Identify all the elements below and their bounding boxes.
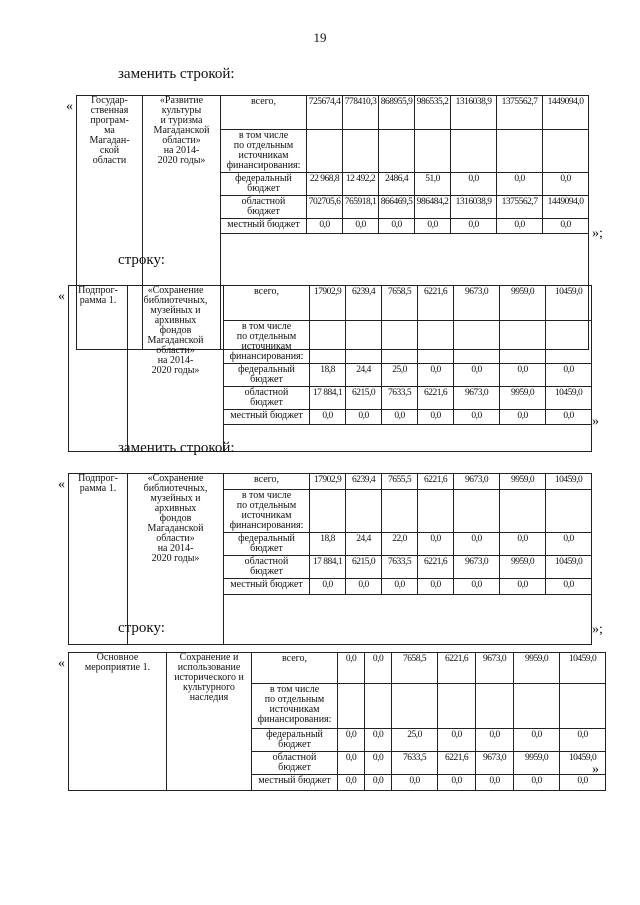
value-cell: 0,0: [346, 410, 382, 425]
value-cell: 7655,5: [382, 474, 418, 490]
funding-source-label: всего,: [221, 96, 307, 130]
program-name-cell: Государ- ственная програм- ма Магадан- ской области: [77, 96, 143, 350]
value-cell: 1449094,0: [543, 196, 589, 219]
value-cell: 0,0: [382, 410, 418, 425]
value-cell: 7633,5: [382, 556, 418, 579]
value-cell: [546, 490, 592, 533]
value-cell: 702705,6: [307, 196, 343, 219]
budget-table: [68, 652, 606, 791]
table-row: [69, 286, 592, 321]
funding-source-label: федеральный бюджет: [221, 173, 307, 196]
value-cell: 0,0: [365, 729, 392, 752]
value-cell: 10459,0: [546, 286, 592, 321]
value-cell: 0,0: [514, 775, 560, 791]
funding-source-label: федеральный бюджет: [224, 364, 310, 387]
value-cell: 0,0: [338, 752, 365, 775]
value-cell: [546, 321, 592, 364]
value-cell: 24,4: [346, 364, 382, 387]
funding-source-label: всего,: [224, 474, 310, 490]
value-cell: 6221,6: [418, 286, 454, 321]
program-name-cell: Подпрог- рамма 1.: [69, 286, 128, 452]
section-heading: заменить строкой:: [118, 66, 235, 82]
value-cell: [476, 684, 514, 729]
value-cell: [338, 684, 365, 729]
value-cell: 6221,6: [438, 752, 476, 775]
value-cell: [543, 130, 589, 173]
table-row: [69, 474, 592, 490]
value-cell: 0,0: [418, 533, 454, 556]
section-heading: заменить строкой:: [118, 440, 235, 456]
value-cell: 0,0: [365, 653, 392, 684]
value-cell: 0,0: [418, 410, 454, 425]
empty-cell: [224, 595, 592, 645]
value-cell: 868955,9: [379, 96, 415, 130]
value-cell: 6215,0: [346, 387, 382, 410]
value-cell: 0,0: [438, 729, 476, 752]
value-cell: [418, 490, 454, 533]
value-cell: 10459,0: [546, 387, 592, 410]
value-cell: 9959,0: [500, 556, 546, 579]
funding-source-label: областной бюджет: [252, 752, 338, 775]
value-cell: 9959,0: [500, 387, 546, 410]
value-cell: 1316038,9: [451, 96, 497, 130]
value-cell: 0,0: [546, 410, 592, 425]
value-cell: 0,0: [418, 579, 454, 595]
close-quote: »;: [592, 226, 603, 241]
value-cell: 18,8: [310, 533, 346, 556]
value-cell: 0,0: [343, 219, 379, 234]
value-cell: [346, 490, 382, 533]
funding-source-label: всего,: [224, 286, 310, 321]
value-cell: 17 884,1: [310, 556, 346, 579]
value-cell: 9673,0: [454, 387, 500, 410]
close-quote: »;: [592, 622, 603, 637]
value-cell: 986484,2: [415, 196, 451, 219]
value-cell: 0,0: [338, 653, 365, 684]
value-cell: 7633,5: [392, 752, 438, 775]
program-title-cell: «Развитие культуры и туризма Магаданской области» на 2014- 2020 годы»: [143, 96, 221, 350]
value-cell: [500, 321, 546, 364]
value-cell: 25,0: [392, 729, 438, 752]
value-cell: 0,0: [382, 579, 418, 595]
value-cell: 0,0: [338, 729, 365, 752]
value-cell: 51,0: [415, 173, 451, 196]
value-cell: 9959,0: [514, 653, 560, 684]
value-cell: 9673,0: [476, 653, 514, 684]
value-cell: [379, 130, 415, 173]
value-cell: 6239,4: [346, 286, 382, 321]
value-cell: 0,0: [415, 219, 451, 234]
value-cell: 0,0: [310, 579, 346, 595]
program-title-cell: «Сохранение библиотечных, музейных и архивных фондов Магаданской области» на 2014- 2020 годы»: [128, 286, 224, 452]
value-cell: 986535,2: [415, 96, 451, 130]
value-cell: [307, 130, 343, 173]
program-name-cell: Подпрог- рамма 1.: [69, 474, 128, 645]
value-cell: 6221,6: [418, 474, 454, 490]
value-cell: 0,0: [379, 219, 415, 234]
value-cell: 9673,0: [476, 752, 514, 775]
value-cell: 0,0: [307, 219, 343, 234]
value-cell: 0,0: [454, 533, 500, 556]
value-cell: 0,0: [365, 775, 392, 791]
value-cell: [560, 684, 606, 729]
close-quote: »: [592, 414, 599, 429]
value-cell: 866469,5: [379, 196, 415, 219]
section-heading: строку:: [118, 620, 165, 636]
value-cell: 0,0: [500, 364, 546, 387]
open-quote: «: [66, 99, 73, 114]
value-cell: [392, 684, 438, 729]
value-cell: [500, 490, 546, 533]
funding-source-label: местный бюджет: [252, 775, 338, 791]
value-cell: 12 492,2: [343, 173, 379, 196]
value-cell: 0,0: [476, 729, 514, 752]
value-cell: [454, 490, 500, 533]
funding-source-label: областной бюджет: [221, 196, 307, 219]
value-cell: 0,0: [451, 219, 497, 234]
value-cell: 24,4: [346, 533, 382, 556]
value-cell: 0,0: [454, 364, 500, 387]
value-cell: [451, 130, 497, 173]
value-cell: [497, 130, 543, 173]
section-heading: строку:: [118, 252, 165, 268]
program-title-cell: «Сохранение библиотечных, музейных и архивных фондов Магаданской области» на 2014- 2020 годы»: [128, 474, 224, 645]
value-cell: 22 968,8: [307, 173, 343, 196]
funding-source-label: местный бюджет: [224, 579, 310, 595]
value-cell: 0,0: [438, 775, 476, 791]
value-cell: [310, 490, 346, 533]
value-cell: 18,8: [310, 364, 346, 387]
value-cell: 9959,0: [500, 286, 546, 321]
open-quote: «: [58, 656, 65, 671]
value-cell: 9959,0: [500, 474, 546, 490]
value-cell: [514, 684, 560, 729]
value-cell: 6221,6: [418, 387, 454, 410]
value-cell: 0,0: [418, 364, 454, 387]
value-cell: 0,0: [310, 410, 346, 425]
value-cell: 0,0: [497, 173, 543, 196]
value-cell: 0,0: [500, 533, 546, 556]
funding-source-label: федеральный бюджет: [252, 729, 338, 752]
value-cell: 0,0: [500, 579, 546, 595]
value-cell: 0,0: [546, 579, 592, 595]
value-cell: 9673,0: [454, 556, 500, 579]
value-cell: 7633,5: [382, 387, 418, 410]
value-cell: 0,0: [346, 579, 382, 595]
page-number: 19: [313, 30, 327, 45]
value-cell: 6221,6: [438, 653, 476, 684]
value-cell: 0,0: [543, 219, 589, 234]
value-cell: [365, 684, 392, 729]
value-cell: 0,0: [476, 775, 514, 791]
value-cell: [382, 490, 418, 533]
program-title-cell: Сохранение и использование исторического и культурного наследия: [167, 653, 252, 791]
value-cell: 0,0: [560, 729, 606, 752]
funding-source-label: в том числе по отдельным источникам финансирования:: [221, 130, 307, 173]
value-cell: 1316038,9: [451, 196, 497, 219]
value-cell: 22,0: [382, 533, 418, 556]
table-row: [69, 653, 606, 684]
value-cell: 1375562,7: [497, 96, 543, 130]
value-cell: 6221,6: [418, 556, 454, 579]
value-cell: 0,0: [365, 752, 392, 775]
value-cell: [310, 321, 346, 364]
value-cell: 0,0: [546, 533, 592, 556]
value-cell: 0,0: [392, 775, 438, 791]
value-cell: [382, 321, 418, 364]
open-quote: «: [58, 289, 65, 304]
value-cell: 1449094,0: [543, 96, 589, 130]
value-cell: 10459,0: [546, 474, 592, 490]
value-cell: 765918,1: [343, 196, 379, 219]
program-name-cell: Основное мероприятие 1.: [69, 653, 167, 791]
funding-source-label: в том числе по отдельным источникам финансирования:: [224, 321, 310, 364]
value-cell: 1375562,7: [497, 196, 543, 219]
value-cell: 0,0: [546, 364, 592, 387]
value-cell: 9673,0: [454, 474, 500, 490]
value-cell: 0,0: [338, 775, 365, 791]
budget-table: [68, 285, 592, 452]
value-cell: [438, 684, 476, 729]
table-row: [77, 96, 589, 130]
value-cell: [454, 321, 500, 364]
value-cell: 10459,0: [560, 653, 606, 684]
open-quote: «: [58, 477, 65, 492]
value-cell: 9959,0: [514, 752, 560, 775]
value-cell: [343, 130, 379, 173]
funding-source-label: местный бюджет: [221, 219, 307, 234]
value-cell: 10459,0: [560, 752, 606, 775]
value-cell: 0,0: [454, 410, 500, 425]
value-cell: 7658,5: [392, 653, 438, 684]
value-cell: 778410,3: [343, 96, 379, 130]
value-cell: 9673,0: [454, 286, 500, 321]
value-cell: 6215,0: [346, 556, 382, 579]
value-cell: 17902,9: [310, 286, 346, 321]
value-cell: 0,0: [454, 579, 500, 595]
funding-source-label: в том числе по отдельным источникам финансирования:: [224, 490, 310, 533]
value-cell: 0,0: [514, 729, 560, 752]
value-cell: 10459,0: [546, 556, 592, 579]
value-cell: 725674,4: [307, 96, 343, 130]
value-cell: 7658,5: [382, 286, 418, 321]
close-quote: »: [592, 762, 599, 777]
value-cell: 17 884,1: [310, 387, 346, 410]
value-cell: 25,0: [382, 364, 418, 387]
empty-cell: [224, 425, 592, 452]
value-cell: 0,0: [560, 775, 606, 791]
value-cell: [418, 321, 454, 364]
value-cell: 0,0: [543, 173, 589, 196]
value-cell: [346, 321, 382, 364]
funding-source-label: областной бюджет: [224, 387, 310, 410]
funding-source-label: всего,: [252, 653, 338, 684]
value-cell: 0,0: [497, 219, 543, 234]
funding-source-label: местный бюджет: [224, 410, 310, 425]
value-cell: 0,0: [500, 410, 546, 425]
value-cell: 2486,4: [379, 173, 415, 196]
funding-source-label: областной бюджет: [224, 556, 310, 579]
funding-source-label: федеральный бюджет: [224, 533, 310, 556]
value-cell: 17902,9: [310, 474, 346, 490]
funding-source-label: в том числе по отдельным источникам финансирования:: [252, 684, 338, 729]
value-cell: [415, 130, 451, 173]
value-cell: 0,0: [451, 173, 497, 196]
value-cell: 6239,4: [346, 474, 382, 490]
